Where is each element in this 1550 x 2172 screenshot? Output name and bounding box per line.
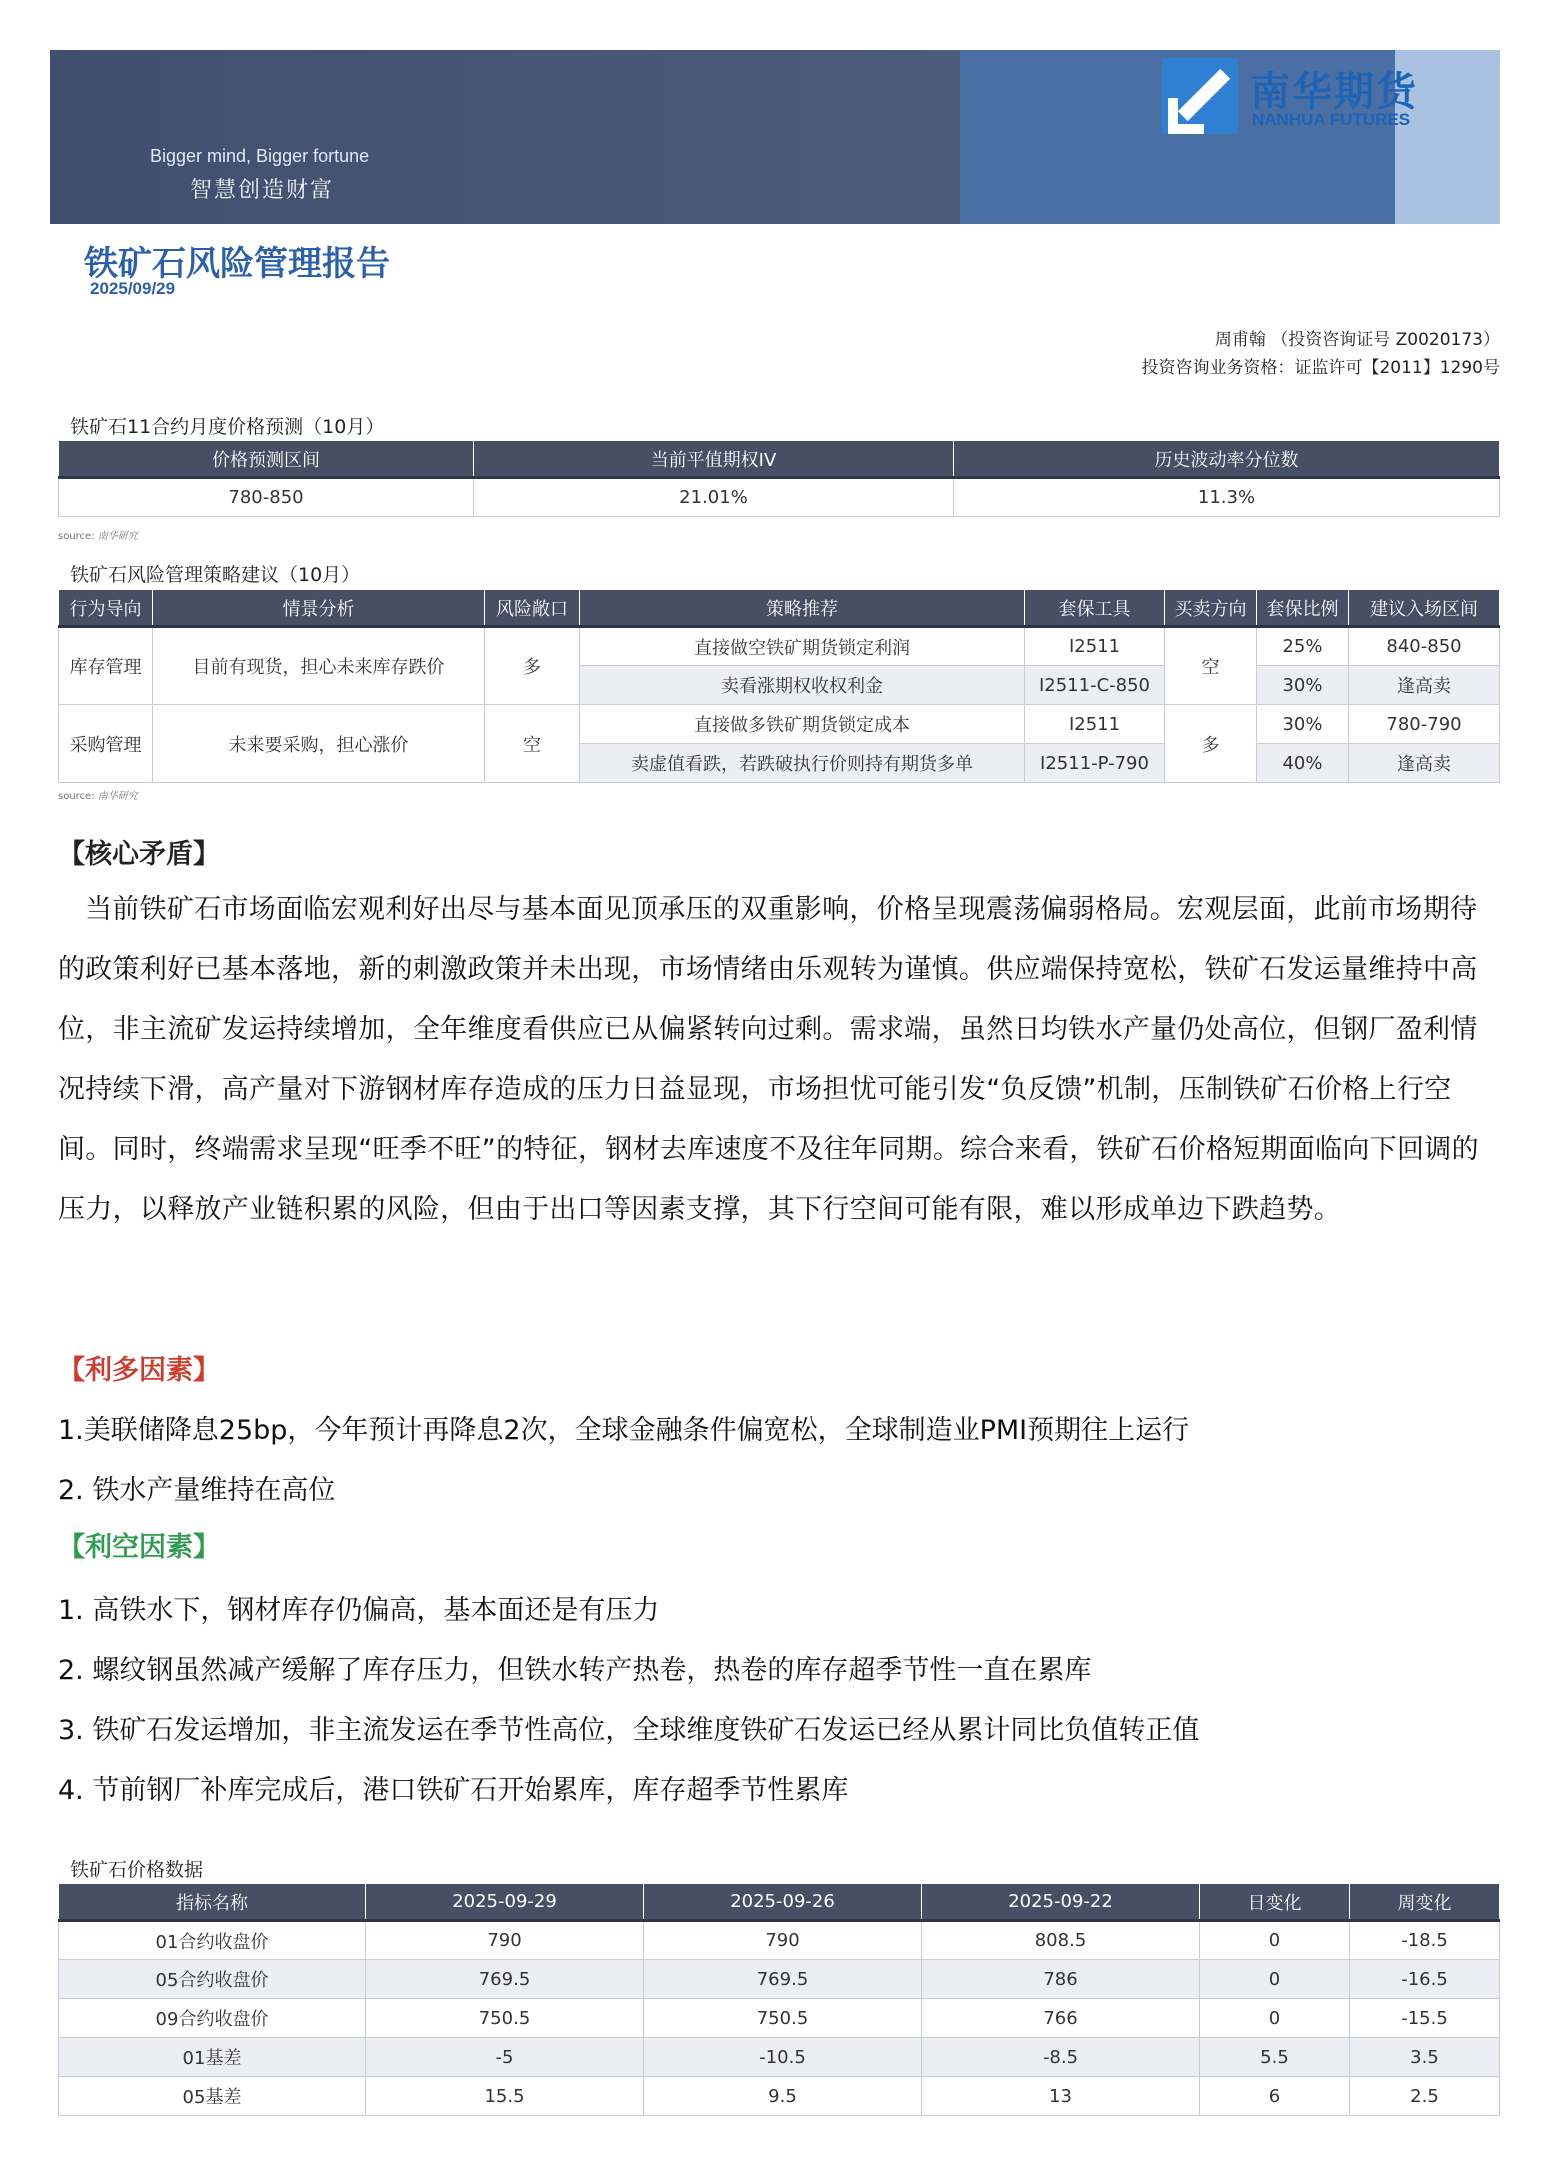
forecast-source: [58, 527, 138, 542]
price-cell: 808.5: [922, 1921, 1200, 1960]
price-cell: 766: [922, 1999, 1200, 2038]
direction-cell: 空: [1165, 627, 1257, 705]
price-table-caption: 铁矿石价格数据: [70, 1859, 204, 1881]
price-cell: 15.5: [366, 2077, 644, 2116]
ratio-cell: 25%: [1257, 627, 1349, 666]
table-row: [59, 2077, 1500, 2116]
price-cell: 3.5: [1350, 2038, 1500, 2077]
tool-cell: I2511: [1025, 705, 1165, 744]
exposure-cell: 多: [485, 627, 580, 705]
forecast-header-hv: 历史波动率分位数: [954, 441, 1500, 478]
table-row: [59, 1999, 1500, 2038]
bearish-item-1: 1. 高铁水下，钢材库存仍偏高，基本面还是有压力: [58, 1595, 660, 1626]
price-header-weekly: 周变化: [1350, 1884, 1500, 1921]
orientation-cell: 采购管理: [59, 705, 153, 783]
price-cell: -8.5: [922, 2038, 1200, 2077]
company-logo: [1162, 58, 1452, 148]
report-title: 铁矿石风险管理报告: [84, 244, 390, 284]
price-cell: 9.5: [644, 2077, 922, 2116]
strategy-header-tool: 套保工具: [1025, 590, 1165, 627]
entry-cell: 逢高卖: [1349, 666, 1500, 705]
price-cell: -18.5: [1350, 1921, 1500, 1960]
strategy-table: [58, 589, 1500, 783]
price-cell: 2.5: [1350, 2077, 1500, 2116]
bullish-heading: 【利多因素】: [58, 1355, 220, 1386]
table-row: [59, 1921, 1500, 1960]
table-row: [59, 478, 1500, 517]
bearish-item-2: 2. 螺纹钢虽然减产缓解了库存压力，但铁水转产热卷，热卷的库存超季节性一直在累库: [58, 1655, 1092, 1686]
strategy-cell: 直接做多铁矿期货锁定成本: [580, 705, 1025, 744]
strategy-table-caption: 铁矿石风险管理策略建议（10月）: [70, 564, 361, 586]
exposure-cell: 空: [485, 705, 580, 783]
price-cell: 05基差: [59, 2077, 366, 2116]
strategy-cell: 卖虚值看跌，若跌破执行价则持有期货多单: [580, 744, 1025, 783]
price-header-name: 指标名称: [59, 1884, 366, 1921]
table-row: [59, 627, 1500, 666]
price-cell: 750.5: [644, 1999, 922, 2038]
scenario-cell: 目前有现货，担心未来库存跌价: [153, 627, 485, 705]
strategy-cell: 卖看涨期权收权利金: [580, 666, 1025, 705]
logo-name-cn: 南华期货: [1250, 69, 1418, 115]
bearish-item-3: 3. 铁矿石发运增加，非主流发运在季节性高位，全球维度铁矿石发运已经从累计同比负值转正值: [58, 1715, 1200, 1746]
source-label: source:: [58, 791, 95, 802]
strategy-header-ratio: 套保比例: [1257, 590, 1349, 627]
author-block: [1141, 326, 1500, 382]
price-cell: -15.5: [1350, 1999, 1500, 2038]
strategy-header-direction: 买卖方向: [1165, 590, 1257, 627]
price-cell: 790: [366, 1921, 644, 1960]
price-cell: 769.5: [366, 1960, 644, 1999]
price-header-date1: 2025-09-29: [366, 1884, 644, 1921]
strategy-source: [58, 787, 138, 802]
price-cell: 13: [922, 2077, 1200, 2116]
ratio-cell: 30%: [1257, 666, 1349, 705]
table-row: [59, 705, 1500, 744]
core-paragraph: 当前铁矿石市场面临宏观利好出尽与基本面见顶承压的双重影响，价格呈现震荡偏弱格局。宏观层面，此前市场期待的政策利好已基本落地，新的刺激政策并未出现，市场情绪由乐观转为谨慎。供应端保持宽松，铁矿石发运量维持中高位，非主流矿发运持续增加，全年维度看供应已从偏紧转向过剩。需求端，虽然日均铁水产量仍处高位，但钢厂盈利情况持续下滑，高产量对下游钢材库存造成的压力日益显现，市场担忧可能引发“负反馈”机制，压制铁矿石价格上行空间。同时，终端需求呈现“旺季不旺”的特征，钢材去库速度不及往年同期。综合来看，铁矿石价格短期面临向下回调的压力，以释放产业链积累的风险，但由于出口等因素支撑，其下行空间可能有限，难以形成单边下跌趋势。: [58, 894, 1479, 1225]
price-cell: -5: [366, 2038, 644, 2077]
tool-cell: I2511: [1025, 627, 1165, 666]
forecast-hv-value: 11.3%: [954, 478, 1500, 517]
strategy-cell: 直接做空铁矿期货锁定利润: [580, 627, 1025, 666]
report-date: 2025/09/29: [90, 279, 176, 298]
logo-name-en: NANHUA FUTURES: [1252, 110, 1411, 129]
ratio-cell: 30%: [1257, 705, 1349, 744]
entry-cell: 780-790: [1349, 705, 1500, 744]
price-header-date2: 2025-09-26: [644, 1884, 922, 1921]
price-cell: 05合约收盘价: [59, 1960, 366, 1999]
price-cell: 01合约收盘价: [59, 1921, 366, 1960]
forecast-table-caption: 铁矿石11合约月度价格预测（10月）: [70, 416, 385, 438]
price-cell: 0: [1200, 1999, 1350, 2038]
slogan-english: Bigger mind, Bigger fortune: [150, 146, 370, 166]
logo-mark-icon: [1162, 58, 1238, 134]
forecast-range-value: 780-850: [59, 478, 474, 517]
ratio-cell: 40%: [1257, 744, 1349, 783]
price-header-date3: 2025-09-22: [922, 1884, 1200, 1921]
bullish-item-1: 1.美联储降息25bp，今年预计再降息2次，全球金融条件偏宽松，全球制造业PMI预期往上运行: [58, 1415, 1190, 1446]
author-line: 周甫翰 （投资咨询证号 Z0020173）: [1214, 330, 1500, 350]
bearish-item-4: 4. 节前钢厂补库完成后，港口铁矿石开始累库，库存超季节性累库: [58, 1775, 849, 1806]
price-header-daily: 日变化: [1200, 1884, 1350, 1921]
tool-cell: I2511-C-850: [1025, 666, 1165, 705]
bullish-item-2: 2. 铁水产量维持在高位: [58, 1475, 336, 1506]
direction-cell: 多: [1165, 705, 1257, 783]
price-cell: -10.5: [644, 2038, 922, 2077]
price-cell: -16.5: [1350, 1960, 1500, 1999]
price-cell: 790: [644, 1921, 922, 1960]
forecast-header-iv: 当前平值期权IV: [474, 441, 954, 478]
entry-cell: 逢高卖: [1349, 744, 1500, 783]
license-line: 投资咨询业务资格：证监许可【2011】1290号: [1141, 358, 1500, 378]
price-cell: 769.5: [644, 1960, 922, 1999]
strategy-header-scenario: 情景分析: [153, 590, 485, 627]
source-value: 南华研究: [97, 791, 138, 802]
slogan-chinese: 智慧创造财富: [190, 178, 335, 203]
source-value: 南华研究: [97, 531, 138, 542]
forecast-iv-value: 21.01%: [474, 478, 954, 517]
table-row: [59, 1960, 1500, 1999]
price-cell: 750.5: [366, 1999, 644, 2038]
price-cell: 0: [1200, 1960, 1350, 1999]
price-cell: 01基差: [59, 2038, 366, 2077]
strategy-header-orientation: 行为导向: [59, 590, 153, 627]
price-cell: 09合约收盘价: [59, 1999, 366, 2038]
table-row: [59, 2038, 1500, 2077]
tool-cell: I2511-P-790: [1025, 744, 1165, 783]
price-cell: 5.5: [1200, 2038, 1350, 2077]
core-heading: 【核心矛盾】: [58, 839, 220, 870]
strategy-header-exposure: 风险敞口: [485, 590, 580, 627]
scenario-cell: 未来要采购，担心涨价: [153, 705, 485, 783]
strategy-header-entry: 建议入场区间: [1349, 590, 1500, 627]
price-table: [58, 1883, 1500, 2116]
forecast-table: [58, 440, 1500, 517]
price-cell: 6: [1200, 2077, 1350, 2116]
price-cell: 786: [922, 1960, 1200, 1999]
source-label: source:: [58, 531, 95, 542]
forecast-header-range: 价格预测区间: [59, 441, 474, 478]
bearish-heading: 【利空因素】: [58, 1532, 220, 1563]
price-cell: 0: [1200, 1921, 1350, 1960]
strategy-header-strategy: 策略推荐: [580, 590, 1025, 627]
entry-cell: 840-850: [1349, 627, 1500, 666]
orientation-cell: 库存管理: [59, 627, 153, 705]
